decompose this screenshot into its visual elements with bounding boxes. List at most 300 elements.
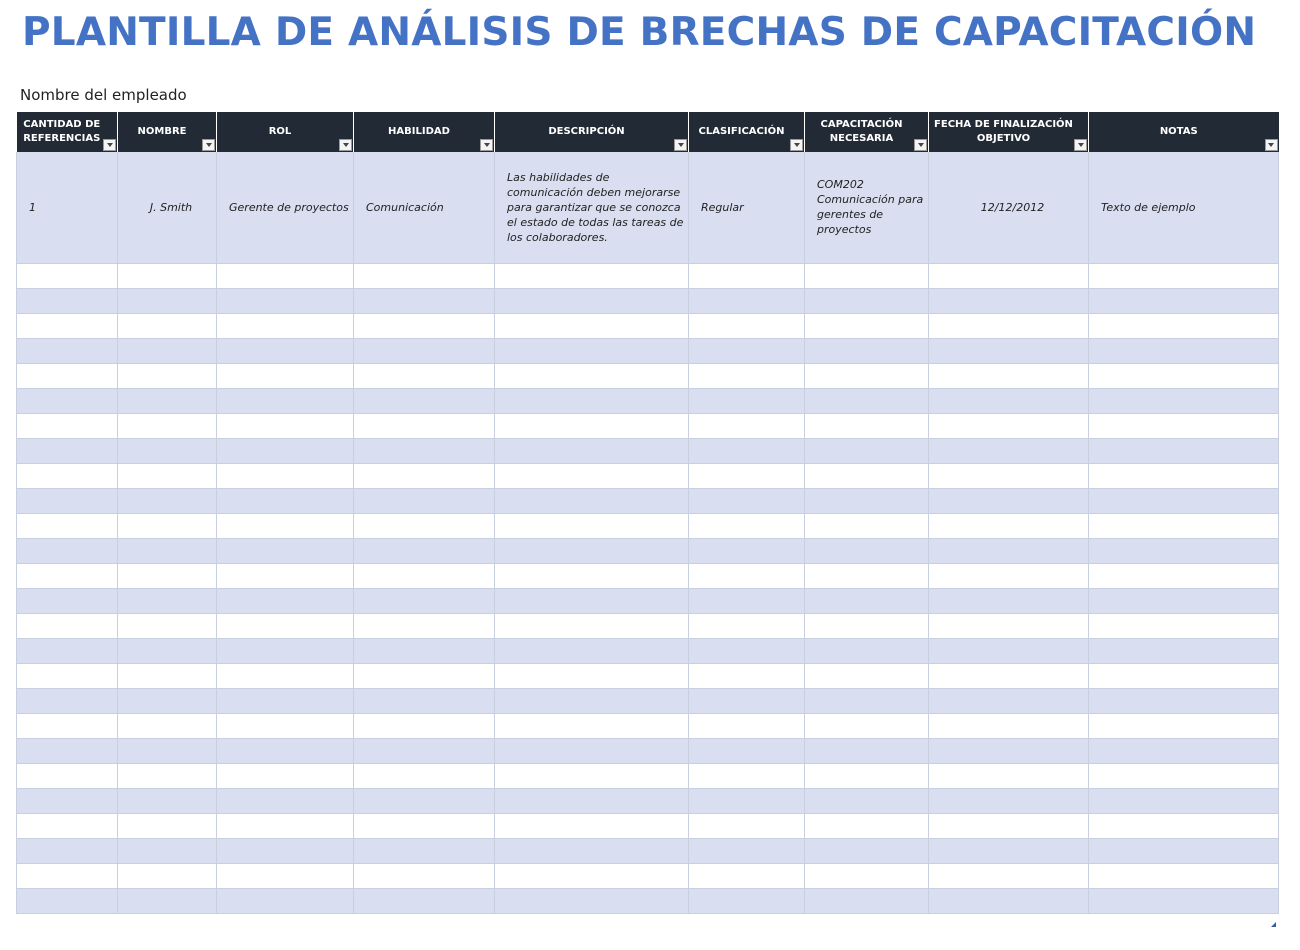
cell-cantidad-referencias[interactable] xyxy=(17,713,118,738)
cell-habilidad[interactable] xyxy=(354,863,495,888)
cell-fecha-finalizacion[interactable] xyxy=(929,763,1089,788)
cell-rol[interactable] xyxy=(217,388,354,413)
cell-rol[interactable] xyxy=(217,788,354,813)
cell-nombre[interactable] xyxy=(118,513,217,538)
cell-habilidad[interactable] xyxy=(354,438,495,463)
cell-habilidad[interactable] xyxy=(354,288,495,313)
cell-habilidad[interactable] xyxy=(354,463,495,488)
table-row xyxy=(17,813,1279,838)
cell-fecha-finalizacion[interactable] xyxy=(929,513,1089,538)
cell-notas[interactable] xyxy=(1089,713,1279,738)
cell-notas[interactable] xyxy=(1089,363,1279,388)
cell-rol[interactable] xyxy=(217,738,354,763)
cell-nombre[interactable] xyxy=(118,738,217,763)
column-header-label: HABILIDAD xyxy=(388,126,450,137)
cell-cantidad-referencias[interactable] xyxy=(17,738,118,763)
cell-rol[interactable] xyxy=(217,638,354,663)
filter-dropdown-button[interactable] xyxy=(674,139,687,151)
cell-rol[interactable] xyxy=(217,588,354,613)
column-header-descripcion[interactable] xyxy=(495,112,689,152)
cell-capacitacion-necesaria[interactable]: COM202 Comunicación para gerentes de proyectos xyxy=(805,152,929,263)
cell-descripcion[interactable] xyxy=(495,838,689,863)
cell-habilidad[interactable] xyxy=(354,338,495,363)
cell-capacitacion-necesaria[interactable] xyxy=(805,263,929,288)
cell-fecha-finalizacion[interactable] xyxy=(929,563,1089,588)
cell-fecha-finalizacion[interactable] xyxy=(929,338,1089,363)
cell-descripcion[interactable] xyxy=(495,638,689,663)
cell-capacitacion-necesaria[interactable] xyxy=(805,438,929,463)
column-header-cantidad-referencias[interactable] xyxy=(17,112,118,152)
cell-notas[interactable] xyxy=(1089,688,1279,713)
cell-cantidad-referencias[interactable] xyxy=(17,313,118,338)
cell-nombre[interactable] xyxy=(118,863,217,888)
cell-notas[interactable] xyxy=(1089,413,1279,438)
table-row xyxy=(17,538,1279,563)
cell-fecha-finalizacion[interactable] xyxy=(929,588,1089,613)
cell-descripcion[interactable] xyxy=(495,563,689,588)
cell-clasificacion[interactable] xyxy=(689,588,805,613)
table-row xyxy=(17,863,1279,888)
cell-capacitacion-necesaria[interactable] xyxy=(805,763,929,788)
cell-fecha-finalizacion[interactable] xyxy=(929,813,1089,838)
cell-cantidad-referencias[interactable] xyxy=(17,863,118,888)
cell-rol[interactable] xyxy=(217,313,354,338)
column-header-notas[interactable] xyxy=(1089,112,1279,152)
cell-clasificacion[interactable] xyxy=(689,713,805,738)
cell-capacitacion-necesaria[interactable] xyxy=(805,388,929,413)
cell-cantidad-referencias[interactable] xyxy=(17,888,118,913)
cell-descripcion[interactable] xyxy=(495,363,689,388)
cell-notas[interactable] xyxy=(1089,288,1279,313)
cell-notas[interactable] xyxy=(1089,263,1279,288)
cell-habilidad[interactable] xyxy=(354,263,495,288)
cell-capacitacion-necesaria[interactable] xyxy=(805,588,929,613)
cell-clasificacion[interactable] xyxy=(689,538,805,563)
filter-dropdown-button[interactable] xyxy=(480,139,493,151)
cell-notas[interactable] xyxy=(1089,638,1279,663)
cell-cantidad-referencias[interactable] xyxy=(17,588,118,613)
filter-dropdown-button[interactable] xyxy=(790,139,803,151)
table-row xyxy=(17,563,1279,588)
cell-cantidad-referencias[interactable] xyxy=(17,488,118,513)
cell-fecha-finalizacion[interactable] xyxy=(929,663,1089,688)
cell-clasificacion[interactable] xyxy=(689,288,805,313)
cell-nombre[interactable] xyxy=(118,338,217,363)
cell-cantidad-referencias[interactable] xyxy=(17,838,118,863)
table-row xyxy=(17,413,1279,438)
cell-rol[interactable] xyxy=(217,613,354,638)
cell-notas[interactable] xyxy=(1089,538,1279,563)
cell-clasificacion[interactable] xyxy=(689,438,805,463)
cell-fecha-finalizacion[interactable] xyxy=(929,713,1089,738)
cell-descripcion[interactable] xyxy=(495,313,689,338)
gap-analysis-table-container xyxy=(16,112,1278,914)
cell-clasificacion[interactable]: Regular xyxy=(689,152,805,263)
cell-rol[interactable] xyxy=(217,463,354,488)
cell-clasificacion[interactable] xyxy=(689,463,805,488)
cell-capacitacion-necesaria[interactable] xyxy=(805,813,929,838)
table-row xyxy=(17,313,1279,338)
cell-rol[interactable]: Gerente de proyectos xyxy=(217,152,354,263)
cell-habilidad[interactable] xyxy=(354,513,495,538)
cell-habilidad[interactable] xyxy=(354,813,495,838)
cell-rol[interactable] xyxy=(217,338,354,363)
cell-cantidad-referencias[interactable] xyxy=(17,788,118,813)
cell-habilidad[interactable] xyxy=(354,488,495,513)
cell-descripcion[interactable] xyxy=(495,338,689,363)
cell-capacitacion-necesaria[interactable] xyxy=(805,863,929,888)
cell-notas[interactable] xyxy=(1089,463,1279,488)
table-row xyxy=(17,713,1279,738)
cell-cantidad-referencias[interactable] xyxy=(17,663,118,688)
table-row xyxy=(17,688,1279,713)
table-row xyxy=(17,438,1279,463)
cell-notas[interactable] xyxy=(1089,888,1279,913)
cell-capacitacion-necesaria[interactable] xyxy=(805,288,929,313)
cell-nombre[interactable] xyxy=(118,363,217,388)
cell-descripcion[interactable] xyxy=(495,388,689,413)
cell-nombre[interactable] xyxy=(118,713,217,738)
cell-nombre[interactable] xyxy=(118,463,217,488)
filter-dropdown-button[interactable] xyxy=(339,139,352,151)
cell-notas[interactable] xyxy=(1089,313,1279,338)
cell-nombre[interactable] xyxy=(118,638,217,663)
cell-habilidad[interactable] xyxy=(354,638,495,663)
cell-fecha-finalizacion[interactable] xyxy=(929,488,1089,513)
cell-notas[interactable] xyxy=(1089,513,1279,538)
cell-capacitacion-necesaria[interactable] xyxy=(805,713,929,738)
filter-dropdown-button[interactable] xyxy=(103,139,116,151)
cell-clasificacion[interactable] xyxy=(689,488,805,513)
cell-clasificacion[interactable] xyxy=(689,413,805,438)
dropdown-arrow-icon xyxy=(1078,143,1084,147)
table-row xyxy=(17,338,1279,363)
cell-rol[interactable] xyxy=(217,438,354,463)
cell-fecha-finalizacion[interactable] xyxy=(929,688,1089,713)
table-row xyxy=(17,388,1279,413)
cell-rol[interactable] xyxy=(217,713,354,738)
cell-capacitacion-necesaria[interactable] xyxy=(805,563,929,588)
table-row xyxy=(17,888,1279,913)
cell-rol[interactable] xyxy=(217,413,354,438)
cell-clasificacion[interactable] xyxy=(689,638,805,663)
cell-descripcion[interactable] xyxy=(495,788,689,813)
cell-clasificacion[interactable] xyxy=(689,388,805,413)
cell-descripcion[interactable] xyxy=(495,763,689,788)
cell-capacitacion-necesaria[interactable] xyxy=(805,738,929,763)
cell-nombre[interactable] xyxy=(118,613,217,638)
cell-cantidad-referencias[interactable] xyxy=(17,463,118,488)
cell-capacitacion-necesaria[interactable] xyxy=(805,688,929,713)
cell-nombre[interactable] xyxy=(118,813,217,838)
cell-habilidad[interactable] xyxy=(354,388,495,413)
cell-clasificacion[interactable] xyxy=(689,888,805,913)
cell-descripcion[interactable] xyxy=(495,588,689,613)
cell-nombre[interactable]: J. Smith xyxy=(118,152,217,263)
cell-descripcion[interactable] xyxy=(495,863,689,888)
cell-notas[interactable] xyxy=(1089,488,1279,513)
cell-clasificacion[interactable] xyxy=(689,613,805,638)
filter-dropdown-button[interactable] xyxy=(202,139,215,151)
cell-habilidad[interactable] xyxy=(354,563,495,588)
cell-habilidad[interactable] xyxy=(354,688,495,713)
cell-fecha-finalizacion[interactable] xyxy=(929,838,1089,863)
cell-capacitacion-necesaria[interactable] xyxy=(805,363,929,388)
cell-rol[interactable] xyxy=(217,863,354,888)
cell-fecha-finalizacion[interactable] xyxy=(929,438,1089,463)
cell-notas[interactable] xyxy=(1089,438,1279,463)
cell-capacitacion-necesaria[interactable] xyxy=(805,313,929,338)
cell-fecha-finalizacion[interactable] xyxy=(929,788,1089,813)
cell-fecha-finalizacion[interactable] xyxy=(929,313,1089,338)
column-header-label: NOTAS xyxy=(1159,126,1198,137)
cell-rol[interactable] xyxy=(217,813,354,838)
table-row xyxy=(17,488,1279,513)
dropdown-arrow-icon xyxy=(918,143,924,147)
cell-clasificacion[interactable] xyxy=(689,688,805,713)
cell-nombre[interactable] xyxy=(118,263,217,288)
cell-cantidad-referencias[interactable] xyxy=(17,438,118,463)
cell-cantidad-referencias[interactable] xyxy=(17,638,118,663)
table-body xyxy=(17,152,1279,913)
dropdown-arrow-icon xyxy=(484,143,490,147)
cell-habilidad[interactable] xyxy=(354,588,495,613)
cell-habilidad[interactable] xyxy=(354,738,495,763)
cell-rol[interactable] xyxy=(217,563,354,588)
cell-capacitacion-necesaria[interactable] xyxy=(805,538,929,563)
cell-fecha-finalizacion[interactable]: 12/12/2012 xyxy=(929,152,1089,263)
cell-habilidad[interactable] xyxy=(354,538,495,563)
cell-descripcion[interactable] xyxy=(495,888,689,913)
cell-capacitacion-necesaria[interactable] xyxy=(805,463,929,488)
cell-descripcion[interactable] xyxy=(495,288,689,313)
column-header-clasificacion[interactable] xyxy=(689,112,805,152)
cell-clasificacion[interactable] xyxy=(689,813,805,838)
cell-rol[interactable] xyxy=(217,513,354,538)
cell-habilidad[interactable] xyxy=(354,713,495,738)
cell-capacitacion-necesaria[interactable] xyxy=(805,663,929,688)
dropdown-arrow-icon xyxy=(794,143,800,147)
column-header-rol[interactable] xyxy=(217,112,354,152)
cell-descripcion[interactable] xyxy=(495,613,689,638)
cell-nombre[interactable] xyxy=(118,588,217,613)
cell-notas[interactable] xyxy=(1089,738,1279,763)
cell-clasificacion[interactable] xyxy=(689,863,805,888)
cell-habilidad[interactable] xyxy=(354,313,495,338)
dropdown-arrow-icon xyxy=(678,143,684,147)
table-row xyxy=(17,838,1279,863)
cell-nombre[interactable] xyxy=(118,888,217,913)
cell-notas[interactable] xyxy=(1089,663,1279,688)
cell-descripcion[interactable] xyxy=(495,488,689,513)
column-header-label: CLASIFICACIÓN xyxy=(698,126,785,137)
table-row xyxy=(17,663,1279,688)
table-row xyxy=(17,638,1279,663)
column-header-nombre[interactable] xyxy=(118,112,217,152)
cell-cantidad-referencias[interactable] xyxy=(17,388,118,413)
cell-capacitacion-necesaria[interactable] xyxy=(805,488,929,513)
cell-capacitacion-necesaria[interactable] xyxy=(805,513,929,538)
cell-cantidad-referencias[interactable] xyxy=(17,513,118,538)
cell-clasificacion[interactable] xyxy=(689,788,805,813)
dropdown-arrow-icon xyxy=(1268,143,1274,147)
cell-rol[interactable] xyxy=(217,263,354,288)
cell-notas[interactable] xyxy=(1089,563,1279,588)
cell-fecha-finalizacion[interactable] xyxy=(929,538,1089,563)
cell-capacitacion-necesaria[interactable] xyxy=(805,788,929,813)
table-row xyxy=(17,763,1279,788)
cell-fecha-finalizacion[interactable] xyxy=(929,738,1089,763)
cell-cantidad-referencias[interactable]: 1 xyxy=(17,152,118,263)
cell-descripcion[interactable]: Las habilidades de comunicación deben mejorarse para garantizar que se conozca el estado de todas las tareas de los colaboradores. xyxy=(495,152,689,263)
cell-clasificacion[interactable] xyxy=(689,763,805,788)
cell-cantidad-referencias[interactable] xyxy=(17,763,118,788)
cell-descripcion[interactable] xyxy=(495,438,689,463)
cell-rol[interactable] xyxy=(217,488,354,513)
cell-fecha-finalizacion[interactable] xyxy=(929,413,1089,438)
cell-notas[interactable] xyxy=(1089,838,1279,863)
cell-cantidad-referencias[interactable] xyxy=(17,413,118,438)
cell-cantidad-referencias[interactable] xyxy=(17,813,118,838)
cell-clasificacion[interactable] xyxy=(689,563,805,588)
cell-fecha-finalizacion[interactable] xyxy=(929,638,1089,663)
cell-cantidad-referencias[interactable] xyxy=(17,538,118,563)
cell-fecha-finalizacion[interactable] xyxy=(929,888,1089,913)
cell-descripcion[interactable] xyxy=(495,413,689,438)
cell-rol[interactable] xyxy=(217,363,354,388)
cell-nombre[interactable] xyxy=(118,688,217,713)
cell-nombre[interactable] xyxy=(118,388,217,413)
cell-habilidad[interactable] xyxy=(354,363,495,388)
cell-fecha-finalizacion[interactable] xyxy=(929,613,1089,638)
cell-capacitacion-necesaria[interactable] xyxy=(805,638,929,663)
filter-dropdown-button[interactable] xyxy=(1265,139,1278,151)
cell-nombre[interactable] xyxy=(118,288,217,313)
cell-clasificacion[interactable] xyxy=(689,738,805,763)
cell-cantidad-referencias[interactable] xyxy=(17,288,118,313)
column-header-habilidad[interactable] xyxy=(354,112,495,152)
column-header-label: CAPACITACIÓN NECESARIA xyxy=(820,119,903,144)
cell-cantidad-referencias[interactable] xyxy=(17,338,118,363)
cell-habilidad[interactable] xyxy=(354,763,495,788)
filter-dropdown-button[interactable] xyxy=(1074,139,1087,151)
cell-rol[interactable] xyxy=(217,838,354,863)
cell-fecha-finalizacion[interactable] xyxy=(929,463,1089,488)
column-header-fecha-finalizacion-objetivo[interactable] xyxy=(929,112,1089,152)
filter-dropdown-button[interactable] xyxy=(914,139,927,151)
cell-descripcion[interactable] xyxy=(495,513,689,538)
cell-clasificacion[interactable] xyxy=(689,663,805,688)
cell-habilidad[interactable] xyxy=(354,663,495,688)
cell-notas[interactable]: Texto de ejemplo xyxy=(1089,152,1279,263)
cell-nombre[interactable] xyxy=(118,663,217,688)
cell-nombre[interactable] xyxy=(118,313,217,338)
cell-clasificacion[interactable] xyxy=(689,363,805,388)
employee-name-label[interactable]: Nombre del empleado xyxy=(20,86,187,104)
cell-habilidad[interactable]: Comunicación xyxy=(354,152,495,263)
cell-nombre[interactable] xyxy=(118,438,217,463)
cell-descripcion[interactable] xyxy=(495,738,689,763)
cell-cantidad-referencias[interactable] xyxy=(17,263,118,288)
cell-notas[interactable] xyxy=(1089,388,1279,413)
table-row xyxy=(17,152,1279,263)
cell-fecha-finalizacion[interactable] xyxy=(929,863,1089,888)
dropdown-arrow-icon xyxy=(206,143,212,147)
cell-clasificacion[interactable] xyxy=(689,513,805,538)
cell-descripcion[interactable] xyxy=(495,688,689,713)
cell-capacitacion-necesaria[interactable] xyxy=(805,888,929,913)
dropdown-arrow-icon xyxy=(343,143,349,147)
cell-notas[interactable] xyxy=(1089,763,1279,788)
cell-clasificacion[interactable] xyxy=(689,263,805,288)
cell-clasificacion[interactable] xyxy=(689,313,805,338)
cell-nombre[interactable] xyxy=(118,788,217,813)
cell-habilidad[interactable] xyxy=(354,788,495,813)
table-row xyxy=(17,588,1279,613)
cell-descripcion[interactable] xyxy=(495,538,689,563)
cell-notas[interactable] xyxy=(1089,613,1279,638)
cell-fecha-finalizacion[interactable] xyxy=(929,263,1089,288)
cell-nombre[interactable] xyxy=(118,538,217,563)
cell-notas[interactable] xyxy=(1089,338,1279,363)
column-header-capacitacion-necesaria[interactable] xyxy=(805,112,929,152)
cell-rol[interactable] xyxy=(217,538,354,563)
cell-descripcion[interactable] xyxy=(495,713,689,738)
cell-descripcion[interactable] xyxy=(495,813,689,838)
cell-habilidad[interactable] xyxy=(354,613,495,638)
cell-capacitacion-necesaria[interactable] xyxy=(805,338,929,363)
cell-cantidad-referencias[interactable] xyxy=(17,613,118,638)
cell-nombre[interactable] xyxy=(118,488,217,513)
column-header-label: DESCRIPCIÓN xyxy=(548,126,625,137)
header-row xyxy=(17,112,1279,152)
cell-notas[interactable] xyxy=(1089,588,1279,613)
cell-habilidad[interactable] xyxy=(354,838,495,863)
cell-clasificacion[interactable] xyxy=(689,838,805,863)
cell-cantidad-referencias[interactable] xyxy=(17,563,118,588)
cell-capacitacion-necesaria[interactable] xyxy=(805,413,929,438)
cell-habilidad[interactable] xyxy=(354,888,495,913)
cell-fecha-finalizacion[interactable] xyxy=(929,388,1089,413)
cell-cantidad-referencias[interactable] xyxy=(17,688,118,713)
cell-nombre[interactable] xyxy=(118,413,217,438)
cell-nombre[interactable] xyxy=(118,763,217,788)
cell-cantidad-referencias[interactable] xyxy=(17,363,118,388)
cell-rol[interactable] xyxy=(217,763,354,788)
cell-notas[interactable] xyxy=(1089,863,1279,888)
cell-clasificacion[interactable] xyxy=(689,338,805,363)
cell-notas[interactable] xyxy=(1089,788,1279,813)
cell-nombre[interactable] xyxy=(118,838,217,863)
cell-descripcion[interactable] xyxy=(495,263,689,288)
table-resize-handle[interactable] xyxy=(1271,922,1276,927)
cell-rol[interactable] xyxy=(217,688,354,713)
cell-descripcion[interactable] xyxy=(495,463,689,488)
cell-capacitacion-necesaria[interactable] xyxy=(805,613,929,638)
cell-notas[interactable] xyxy=(1089,813,1279,838)
cell-rol[interactable] xyxy=(217,663,354,688)
cell-capacitacion-necesaria[interactable] xyxy=(805,838,929,863)
cell-rol[interactable] xyxy=(217,288,354,313)
cell-rol[interactable] xyxy=(217,888,354,913)
gap-analysis-table xyxy=(16,112,1279,914)
cell-nombre[interactable] xyxy=(118,563,217,588)
column-header-label: CANTIDAD DE REFERENCIAS xyxy=(23,119,101,144)
cell-fecha-finalizacion[interactable] xyxy=(929,363,1089,388)
cell-fecha-finalizacion[interactable] xyxy=(929,288,1089,313)
cell-descripcion[interactable] xyxy=(495,663,689,688)
cell-habilidad[interactable] xyxy=(354,413,495,438)
